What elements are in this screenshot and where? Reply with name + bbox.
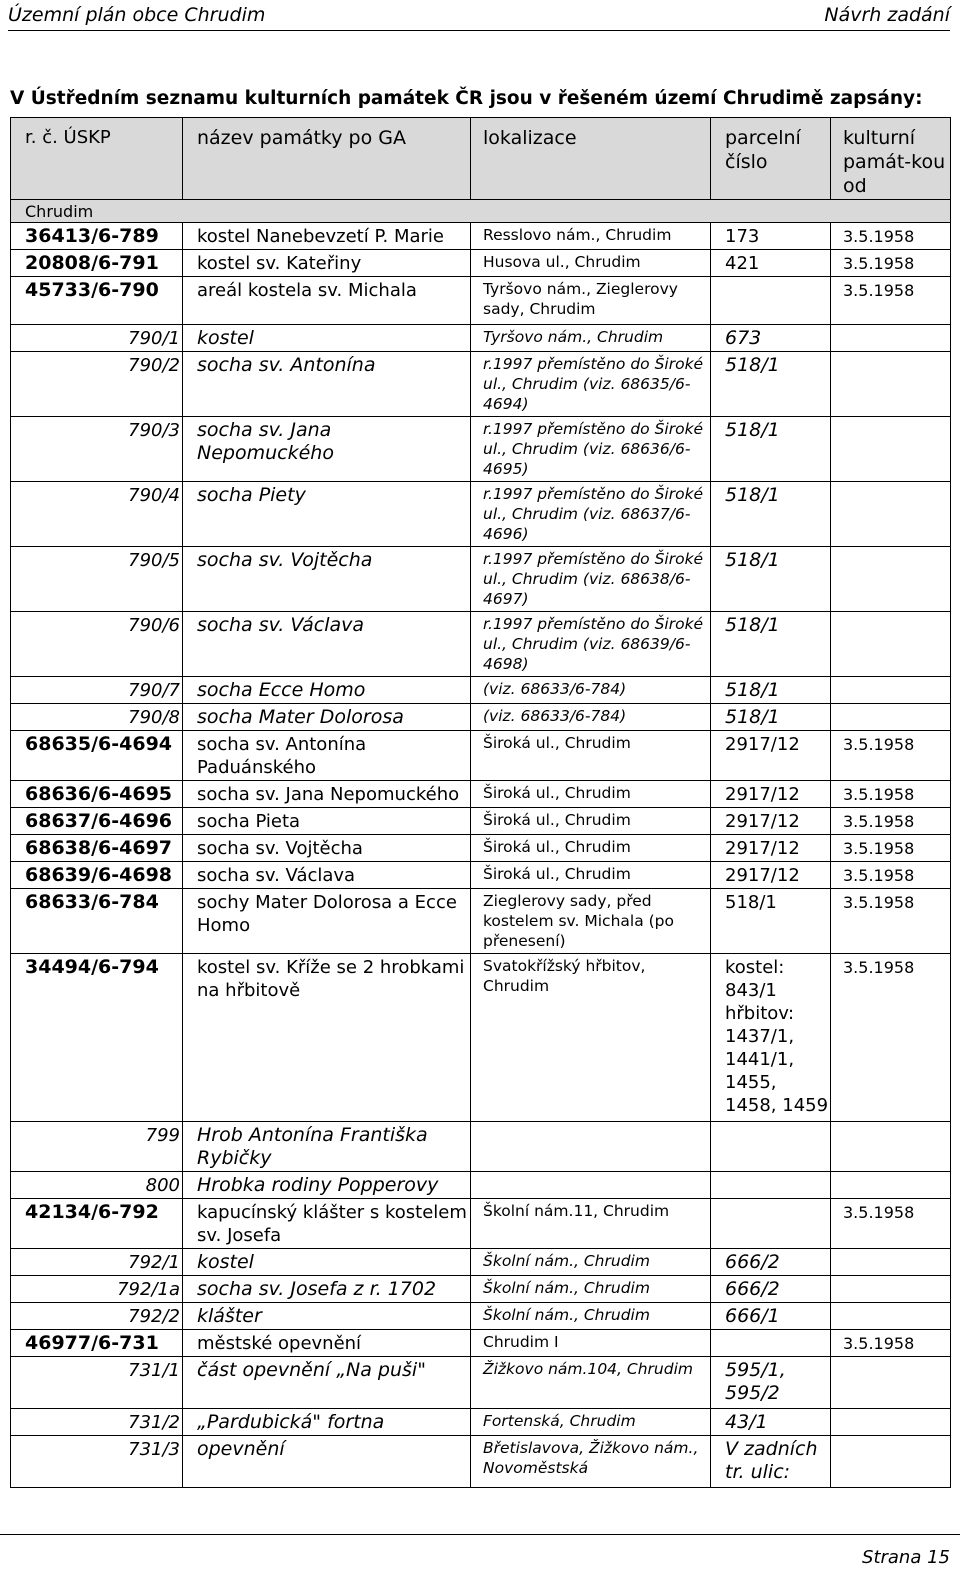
- document-heading: V Ústředním seznamu kulturních památek ČR jsou v řešeném území Chrudimě zapsány:: [10, 88, 923, 109]
- cell-name: klášter: [183, 1303, 471, 1330]
- table-row: [11, 250, 951, 277]
- cell-since: [831, 1276, 951, 1303]
- header-right: Návrh zadání: [824, 4, 950, 26]
- cell-uskp: 790/7: [11, 677, 183, 704]
- table-row: [11, 547, 951, 612]
- cell-since: 3.5.1958: [831, 1330, 951, 1357]
- cell-location: Svatokřížský hřbitov, Chrudim: [471, 954, 711, 1122]
- cell-name: socha sv. Josefa z r. 1702: [183, 1276, 471, 1303]
- cell-location: Tyršovo nám., Chrudim: [471, 325, 711, 352]
- cell-parcel: 518/1: [711, 704, 831, 731]
- cell-uskp: 790/2: [11, 352, 183, 417]
- cell-name: kostel sv. Kříže se 2 hrobkami na hřbitově: [183, 954, 471, 1122]
- cell-uskp: 20808/6-791: [11, 250, 183, 277]
- page-footer: [0, 1534, 960, 1568]
- cell-name: kostel sv. Kateřiny: [183, 250, 471, 277]
- header-left: Územní plán obce Chrudim: [8, 4, 266, 26]
- table-row: [11, 889, 951, 954]
- cell-name: socha sv. Vojtěcha: [183, 835, 471, 862]
- cell-location: Školní nám., Chrudim: [471, 1249, 711, 1276]
- cell-name: socha sv. Václava: [183, 612, 471, 677]
- cell-parcel: 518/1: [711, 482, 831, 547]
- cell-name: socha sv. Jana Nepomuckého: [183, 781, 471, 808]
- cell-uskp: 790/1: [11, 325, 183, 352]
- cell-since: [831, 1172, 951, 1199]
- cell-name: kapucínský klášter s kostelem sv. Josefa: [183, 1199, 471, 1249]
- monuments-table: [10, 117, 951, 1488]
- cell-name: socha sv. Vojtěcha: [183, 547, 471, 612]
- cell-uskp: 792/1a: [11, 1276, 183, 1303]
- cell-parcel: kostel: 843/1 hřbitov: 1437/1, 1441/1, 1455, 1458, 1459: [711, 954, 831, 1122]
- cell-location: Tyršovo nám., Zieglerovy sady, Chrudim: [471, 277, 711, 325]
- cell-parcel: 2917/12: [711, 835, 831, 862]
- cell-name: socha Piety: [183, 482, 471, 547]
- table-row: [11, 1249, 951, 1276]
- cell-since: 3.5.1958: [831, 277, 951, 325]
- cell-name: socha Mater Dolorosa: [183, 704, 471, 731]
- cell-uskp: 45733/6-790: [11, 277, 183, 325]
- cell-location: r.1997 přemístěno do Široké ul., Chrudim (viz. 68636/6-4695): [471, 417, 711, 482]
- cell-since: 3.5.1958: [831, 862, 951, 889]
- table-row: [11, 482, 951, 547]
- cell-parcel: 666/1: [711, 1303, 831, 1330]
- cell-uskp: 790/8: [11, 704, 183, 731]
- cell-since: [831, 704, 951, 731]
- cell-uskp: 790/3: [11, 417, 183, 482]
- cell-name: socha sv. Antonína: [183, 352, 471, 417]
- cell-uskp: 68637/6-4696: [11, 808, 183, 835]
- cell-parcel: [711, 1122, 831, 1172]
- cell-location: Fortenská, Chrudim: [471, 1409, 711, 1436]
- table-row: [11, 352, 951, 417]
- cell-uskp: 42134/6-792: [11, 1199, 183, 1249]
- cell-parcel: 2917/12: [711, 808, 831, 835]
- cell-location: (viz. 68633/6-784): [471, 704, 711, 731]
- cell-location: Široká ul., Chrudim: [471, 835, 711, 862]
- section-label: Chrudim: [11, 200, 951, 223]
- cell-name: opevnění: [183, 1436, 471, 1488]
- cell-parcel: 518/1: [711, 889, 831, 954]
- cell-name: areál kostela sv. Michala: [183, 277, 471, 325]
- cell-parcel: 666/2: [711, 1249, 831, 1276]
- col-header-name: název památky po GA: [183, 118, 471, 200]
- table-row: [11, 954, 951, 1122]
- cell-name: část opevnění „Na puši": [183, 1357, 471, 1409]
- cell-since: 3.5.1958: [831, 835, 951, 862]
- table-row: [11, 1303, 951, 1330]
- cell-since: 3.5.1958: [831, 223, 951, 250]
- cell-uskp: 68633/6-784: [11, 889, 183, 954]
- cell-location: Školní nám., Chrudim: [471, 1303, 711, 1330]
- cell-uskp: 68636/6-4695: [11, 781, 183, 808]
- cell-uskp: 790/6: [11, 612, 183, 677]
- cell-name: kostel: [183, 1249, 471, 1276]
- cell-parcel: 666/2: [711, 1276, 831, 1303]
- cell-parcel: 2917/12: [711, 862, 831, 889]
- cell-uskp: 68639/6-4698: [11, 862, 183, 889]
- cell-since: 3.5.1958: [831, 731, 951, 781]
- cell-uskp: 731/2: [11, 1409, 183, 1436]
- cell-uskp: 792/1: [11, 1249, 183, 1276]
- cell-name: Hrobka rodiny Popperovy: [183, 1172, 471, 1199]
- table-row: [11, 1436, 951, 1488]
- cell-location: Školní nám., Chrudim: [471, 1276, 711, 1303]
- cell-uskp: 46977/6-731: [11, 1330, 183, 1357]
- cell-uskp: 792/2: [11, 1303, 183, 1330]
- table-row: [11, 1330, 951, 1357]
- col-header-location: lokalizace: [471, 118, 711, 200]
- cell-since: [831, 1436, 951, 1488]
- table-row: [11, 612, 951, 677]
- cell-uskp: 34494/6-794: [11, 954, 183, 1122]
- cell-location: Zieglerovy sady, před kostelem sv. Michala (po přenesení): [471, 889, 711, 954]
- cell-since: 3.5.1958: [831, 1199, 951, 1249]
- table-row: [11, 325, 951, 352]
- table-row: [11, 677, 951, 704]
- cell-name: socha Pieta: [183, 808, 471, 835]
- section-row: [11, 200, 951, 223]
- cell-since: 3.5.1958: [831, 954, 951, 1122]
- cell-name: kostel: [183, 325, 471, 352]
- cell-name: kostel Nanebevzetí P. Marie: [183, 223, 471, 250]
- cell-since: [831, 1357, 951, 1409]
- cell-uskp: 68635/6-4694: [11, 731, 183, 781]
- cell-uskp: 731/1: [11, 1357, 183, 1409]
- cell-parcel: 421: [711, 250, 831, 277]
- cell-location: Široká ul., Chrudim: [471, 808, 711, 835]
- cell-location: Široká ul., Chrudim: [471, 781, 711, 808]
- cell-location: Školní nám.11, Chrudim: [471, 1199, 711, 1249]
- cell-since: [831, 547, 951, 612]
- page-header: [8, 4, 950, 31]
- cell-parcel: 673: [711, 325, 831, 352]
- cell-parcel: 518/1: [711, 417, 831, 482]
- table-row: [11, 277, 951, 325]
- cell-since: [831, 1303, 951, 1330]
- table-row: [11, 731, 951, 781]
- table-header-row: [11, 118, 951, 200]
- cell-since: [831, 325, 951, 352]
- cell-since: 3.5.1958: [831, 889, 951, 954]
- cell-parcel: [711, 1330, 831, 1357]
- cell-location: r.1997 přemístěno do Široké ul., Chrudim (viz. 68639/6-4698): [471, 612, 711, 677]
- cell-location: Chrudim I: [471, 1330, 711, 1357]
- cell-location: Široká ul., Chrudim: [471, 731, 711, 781]
- cell-name: socha Ecce Homo: [183, 677, 471, 704]
- table-row: [11, 781, 951, 808]
- page-number: Strana 15: [862, 1547, 950, 1568]
- cell-parcel: [711, 277, 831, 325]
- cell-uskp: 800: [11, 1172, 183, 1199]
- cell-name: socha sv. Václava: [183, 862, 471, 889]
- cell-name: sochy Mater Dolorosa a Ecce Homo: [183, 889, 471, 954]
- cell-parcel: [711, 1172, 831, 1199]
- cell-location: r.1997 přemístěno do Široké ul., Chrudim (viz. 68637/6-4696): [471, 482, 711, 547]
- cell-since: [831, 1249, 951, 1276]
- table-row: [11, 808, 951, 835]
- cell-parcel: 518/1: [711, 547, 831, 612]
- cell-since: 3.5.1958: [831, 781, 951, 808]
- cell-since: [831, 677, 951, 704]
- cell-location: r.1997 přemístěno do Široké ul., Chrudim (viz. 68635/6-4694): [471, 352, 711, 417]
- cell-parcel: 2917/12: [711, 731, 831, 781]
- cell-uskp: 731/3: [11, 1436, 183, 1488]
- table-row: [11, 862, 951, 889]
- table-row: [11, 1409, 951, 1436]
- cell-location: (viz. 68633/6-784): [471, 677, 711, 704]
- cell-parcel: 518/1: [711, 677, 831, 704]
- table-row: [11, 835, 951, 862]
- table-row: [11, 1199, 951, 1249]
- table-row: [11, 1122, 951, 1172]
- cell-since: 3.5.1958: [831, 808, 951, 835]
- cell-name: Hrob Antonína Františka Rybičky: [183, 1122, 471, 1172]
- cell-since: [831, 1122, 951, 1172]
- col-header-since: kulturní památ-kou od: [831, 118, 951, 200]
- table-row: [11, 417, 951, 482]
- table-row: [11, 1357, 951, 1409]
- cell-since: 3.5.1958: [831, 250, 951, 277]
- cell-since: [831, 1409, 951, 1436]
- cell-since: [831, 612, 951, 677]
- cell-since: [831, 417, 951, 482]
- table-row: [11, 223, 951, 250]
- cell-parcel: 518/1: [711, 612, 831, 677]
- cell-since: [831, 482, 951, 547]
- col-header-parcel: parcelní číslo: [711, 118, 831, 200]
- cell-location: Široká ul., Chrudim: [471, 862, 711, 889]
- cell-uskp: 68638/6-4697: [11, 835, 183, 862]
- cell-location: Resslovo nám., Chrudim: [471, 223, 711, 250]
- table-row: [11, 1276, 951, 1303]
- cell-uskp: 790/4: [11, 482, 183, 547]
- table-row: [11, 1172, 951, 1199]
- cell-uskp: 790/5: [11, 547, 183, 612]
- cell-uskp: 799: [11, 1122, 183, 1172]
- cell-location: Husova ul., Chrudim: [471, 250, 711, 277]
- cell-location: r.1997 přemístěno do Široké ul., Chrudim (viz. 68638/6-4697): [471, 547, 711, 612]
- cell-name: městské opevnění: [183, 1330, 471, 1357]
- col-header-uskp: r. č. ÚSKP: [11, 118, 183, 200]
- cell-parcel: 43/1: [711, 1409, 831, 1436]
- cell-parcel: 595/1, 595/2: [711, 1357, 831, 1409]
- cell-name: socha sv. Antonína Paduánského: [183, 731, 471, 781]
- cell-location: Břetislavova, Žižkovo nám., Novoměstská: [471, 1436, 711, 1488]
- cell-name: socha sv. Jana Nepomuckého: [183, 417, 471, 482]
- cell-location: [471, 1172, 711, 1199]
- cell-parcel: V zadních tr. ulic:: [711, 1436, 831, 1488]
- cell-uskp: 36413/6-789: [11, 223, 183, 250]
- cell-parcel: 2917/12: [711, 781, 831, 808]
- cell-parcel: 173: [711, 223, 831, 250]
- cell-name: „Pardubická" fortna: [183, 1409, 471, 1436]
- cell-location: Žižkovo nám.104, Chrudim: [471, 1357, 711, 1409]
- table-row: [11, 704, 951, 731]
- cell-parcel: [711, 1199, 831, 1249]
- cell-since: [831, 352, 951, 417]
- cell-location: [471, 1122, 711, 1172]
- cell-parcel: 518/1: [711, 352, 831, 417]
